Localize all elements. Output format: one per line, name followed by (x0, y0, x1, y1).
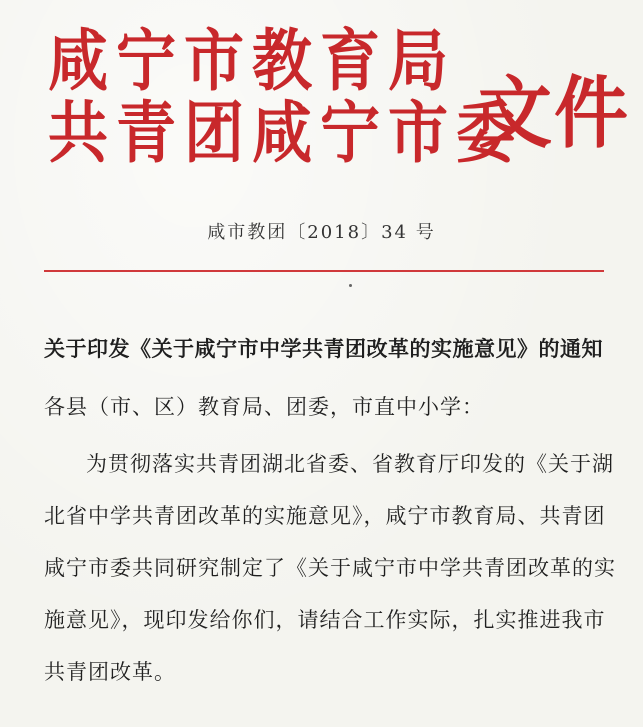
document-label: 文件 (478, 68, 630, 160)
body-line: 为贯彻落实共青团湖北省委、省教育厅印发的《关于湖 (86, 452, 614, 476)
issuer-line-youth-league: 共青团咸宁市委 (48, 94, 524, 173)
document-number: 咸市教团〔2018〕34 号 (207, 222, 436, 243)
body-line: 共青团改革。 (44, 660, 176, 684)
body-paragraph (44, 438, 616, 698)
notice-title: 关于印发《关于咸宁市中学共青团改革的实施意见》的通知 (44, 336, 603, 361)
issuer-line-education-bureau: 咸宁市教育局 (48, 22, 456, 101)
red-divider-line (44, 270, 604, 272)
divider-dot (349, 284, 352, 287)
body-line: 施意见》，现印发给你们，请结合工作实际，扎实推进我市 (44, 608, 606, 632)
body-line: 咸宁市委共同研究制定了《关于咸宁市中学共青团改革的实 (44, 556, 616, 580)
body-line: 北省中学共青团改革的实施意见》，咸宁市教育局、共青团 (44, 504, 606, 528)
addressee-line: 各县（市、区）教育局、团委，市直中小学： (44, 395, 484, 419)
